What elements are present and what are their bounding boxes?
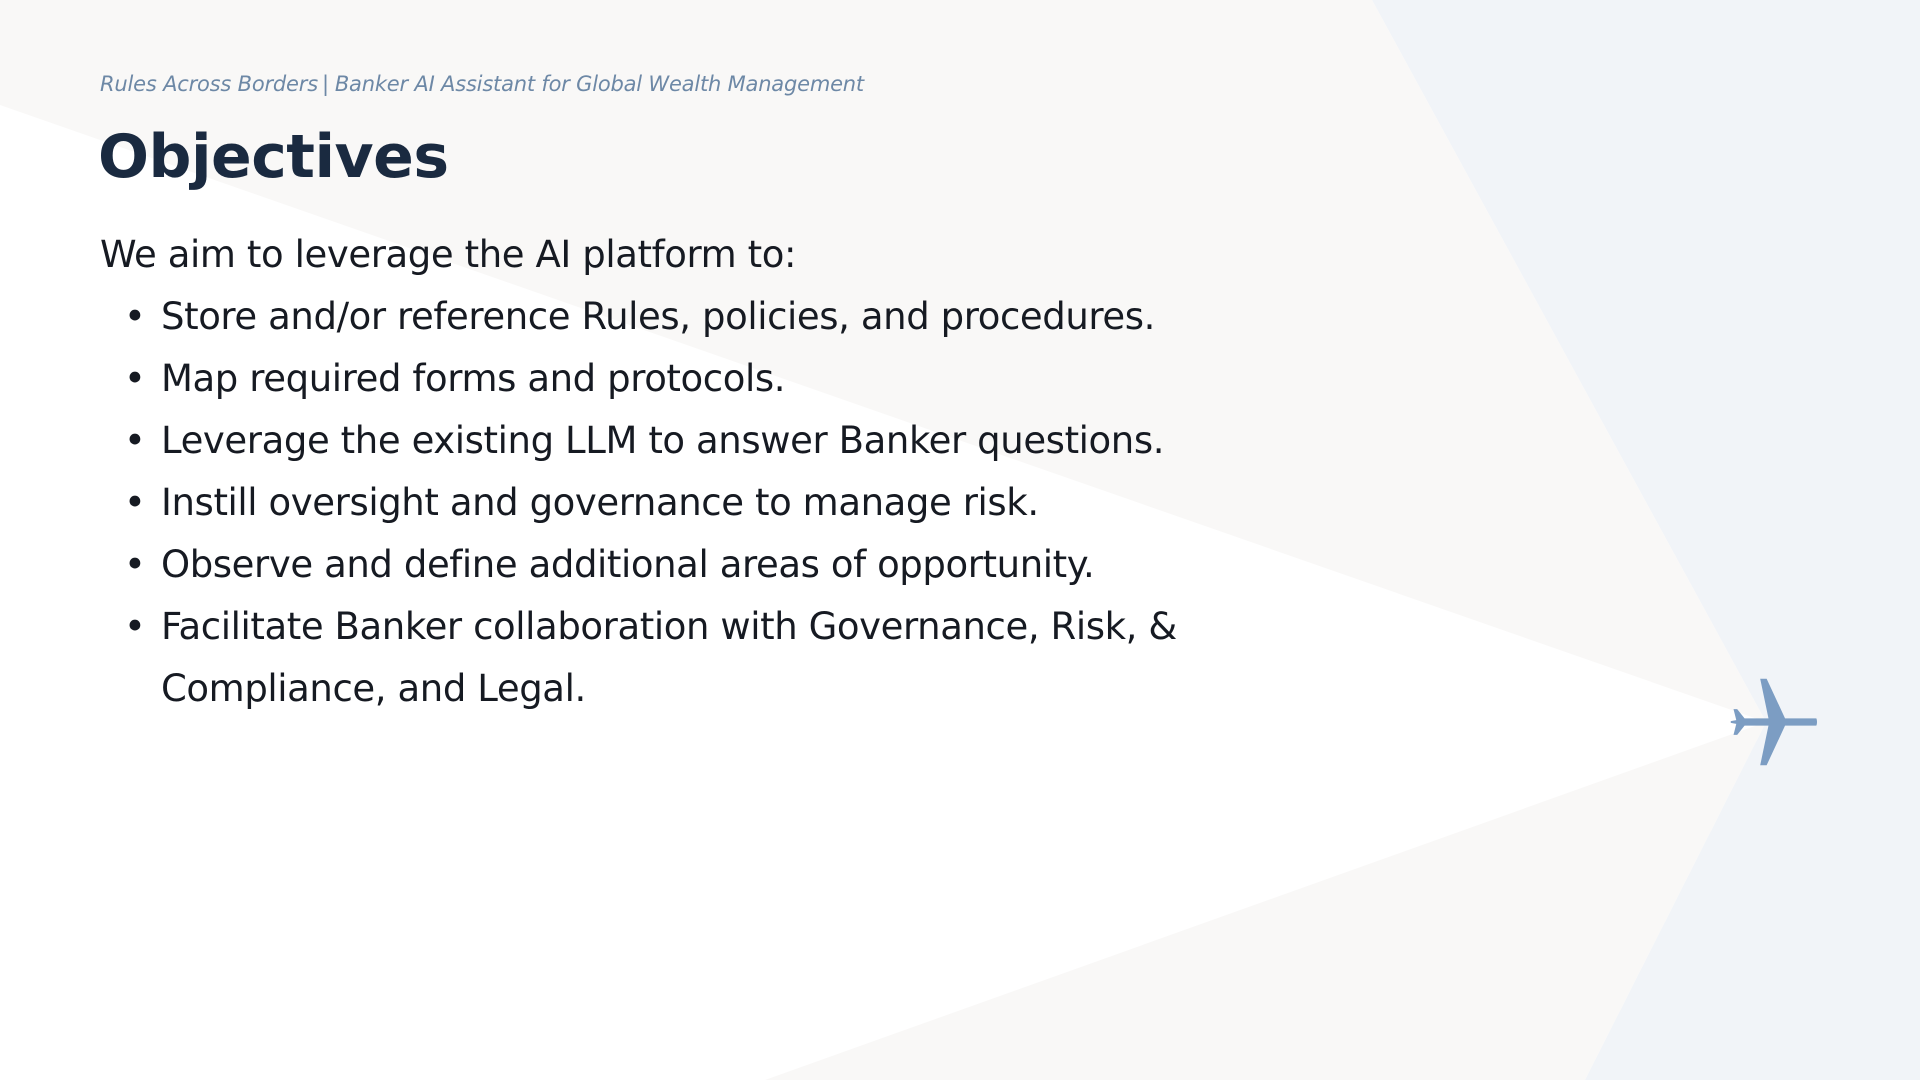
- deck-subtitle-line: [100, 72, 864, 96]
- list-item-text: Observe and define additional areas of opportunity.: [161, 543, 1095, 586]
- slide-body: [100, 224, 1200, 720]
- bullet-marker: •: [124, 419, 146, 462]
- list-item: [100, 348, 1200, 410]
- list-item-text: Store and/or reference Rules, policies, and procedures.: [161, 295, 1156, 338]
- bullet-marker: •: [124, 295, 146, 338]
- bullet-marker: •: [124, 357, 146, 400]
- list-item: [100, 472, 1200, 534]
- objectives-list: [100, 286, 1200, 720]
- deck-title-separator: |: [321, 72, 329, 96]
- bullet-marker: •: [124, 481, 146, 524]
- list-item-text: Instill oversight and governance to manage risk.: [161, 481, 1039, 524]
- page-title: Objectives: [98, 122, 449, 192]
- list-item: [100, 534, 1200, 596]
- intro-text: We aim to leverage the AI platform to:: [100, 233, 797, 276]
- list-item: [100, 596, 1200, 720]
- list-item-text: Leverage the existing LLM to answer Banker questions.: [161, 419, 1165, 462]
- list-item: [100, 286, 1200, 348]
- deck-subtitle: Banker AI Assistant for Global Wealth Management: [334, 72, 864, 96]
- deck-title: Rules Across Borders: [100, 72, 318, 96]
- airplane-icon: [1728, 676, 1820, 768]
- bullet-marker: •: [124, 543, 146, 586]
- list-item-text: Map required forms and protocols.: [161, 357, 786, 400]
- list-item-text: Facilitate Banker collaboration with Governance, Risk, & Compliance, and Legal.: [161, 605, 1177, 710]
- bullet-marker: •: [124, 605, 146, 648]
- list-item: [100, 410, 1200, 472]
